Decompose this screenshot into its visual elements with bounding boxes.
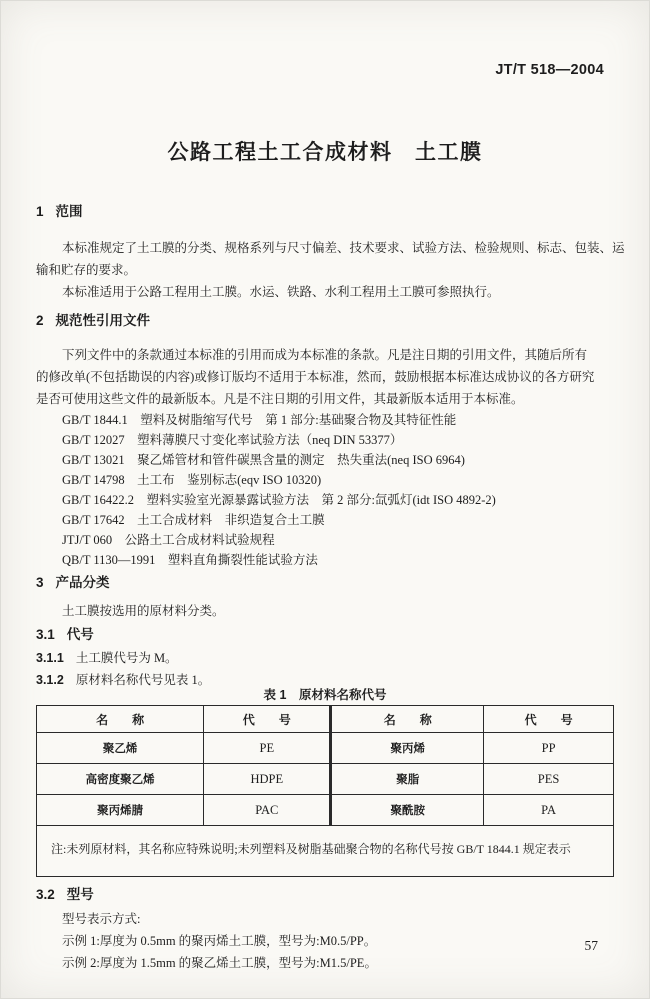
section-1-title: 范围 [55,204,83,219]
standard-code: JT/T 518—2004 [495,62,604,78]
material-code-cell: HDPE [204,764,331,795]
reference-item: GB/T 12027 塑料薄膜尺寸变化率试验方法（neq DIN 53377） [62,433,403,447]
type-designation-block [36,908,614,974]
section-2-title: 规范性引用文件 [55,313,151,328]
clause-3-1-2-number: 3.1.2 [36,673,64,687]
document-body [36,200,625,974]
clause-3-1-1-text: 土工膜代号为 M。 [75,651,178,665]
table-note: 注:未列原材料，其名称应特殊说明;未列塑料及树脂基础聚合物的名称代号按 GB/T 1844.1 规定表示 [37,826,614,877]
table-header-cell: 名 称 [331,706,484,733]
document-title: 公路工程土工合成材料 土工膜 [167,141,483,164]
paragraph-line: 的修改单(不包括勘误的内容)或修订版均不适用于本标准，然而，鼓励根据本标准达成协议的各方研究 [36,370,595,384]
section-3-1-number: 3.1 [36,627,55,642]
material-code-cell: PE [204,733,331,764]
material-name-cell: 聚丙烯 [331,733,484,764]
paragraph-line: 本标准规定了土工膜的分类、规格系列与尺寸偏差、技术要求、试验方法、检验规则、标志、包装、运 [62,241,625,255]
paragraph-line: 是否可使用这些文件的最新版本。凡是不注日期的引用文件，其最新版本适用于本标准。 [36,392,524,406]
section-3-1-heading [36,626,614,644]
table-1-caption: 表 1 原材料名称代号 [263,688,387,702]
normative-references-list [36,410,614,570]
reference-item: GB/T 13021 聚乙烯管材和管件碳黑含量的测定 热失重法(neq ISO 6964) [62,453,465,467]
reference-item: GB/T 14798 土工布 鉴别标志(eqv ISO 10320) [62,473,322,487]
section-3-title: 产品分类 [55,575,110,590]
type-line: 型号表示方式: [62,912,141,926]
reference-item: JTJ/T 060 公路土工合成材料试验规程 [62,533,275,547]
section-3-number: 3 [36,575,44,590]
clause-3-1-1-number: 3.1.1 [36,651,64,665]
type-example-line: 示例 2:厚度为 1.5mm 的聚乙烯土工膜，型号为:M1.5/PE。 [62,956,377,970]
material-name-cell: 聚乙烯 [37,733,204,764]
section-1-number: 1 [36,204,44,219]
paragraph-line: 下列文件中的条款通过本标准的引用而成为本标准的条款。凡是注日期的引用文件，其随后所有 [62,348,588,362]
section-3-heading [36,574,614,592]
reference-item: QB/T 1130—1991 塑料直角撕裂性能试验方法 [62,553,318,567]
type-example-line: 示例 1:厚度为 0.5mm 的聚丙烯土工膜，型号为:M0.5/PP。 [62,934,377,948]
table-note-row [37,826,614,877]
clause-3-1-2 [36,670,614,690]
section-2-paragraphs [36,344,614,410]
section-3-intro: 土工膜按选用的原材料分类。 [62,604,225,618]
table-1 [36,705,614,877]
reference-item: GB/T 1844.1 塑料及树脂缩写代号 第 1 部分:基础聚合物及其特征性能 [62,413,457,427]
clause-3-1-2-text: 原材料名称代号见表 1。 [75,673,211,687]
material-name-cell: 高密度聚乙烯 [37,764,204,795]
paragraph-line: 输和贮存的要求。 [36,263,137,277]
reference-item: GB/T 17642 土工合成材料 非织造复合土工膜 [62,513,325,527]
paragraph-line: 本标准适用于公路工程用土工膜。水运、铁路、水利工程用土工膜可参照执行。 [62,285,500,299]
material-name-cell: 聚丙烯腈 [37,795,204,826]
material-code-cell: PP [484,733,614,764]
table-header-cell: 代 号 [204,706,331,733]
section-2-number: 2 [36,313,44,328]
section-1-paragraphs [36,237,625,303]
table-header-cell: 代 号 [484,706,614,733]
table-row [37,733,614,764]
clause-3-1-1 [36,648,614,668]
section-3-2-heading [36,886,614,904]
material-name-cell: 聚脂 [331,764,484,795]
table-header-row [37,706,614,733]
section-3-2-title: 型号 [66,887,94,902]
table-header-cell: 名 称 [37,706,204,733]
material-code-cell: PA [484,795,614,826]
section-3-1-title: 代号 [66,627,94,642]
reference-item: GB/T 16422.2 塑料实验室光源暴露试验方法 第 2 部分:氙弧灯(idt ISO 4892-2) [62,493,496,507]
section-2-heading [36,312,614,330]
page-number: 57 [584,938,598,953]
table-row [37,764,614,795]
material-name-cell: 聚酰胺 [331,795,484,826]
section-1-heading [36,203,614,221]
table-row [37,795,614,826]
section-3-2-number: 3.2 [36,887,55,902]
material-code-cell: PAC [204,795,331,826]
material-code-cell: PES [484,764,614,795]
